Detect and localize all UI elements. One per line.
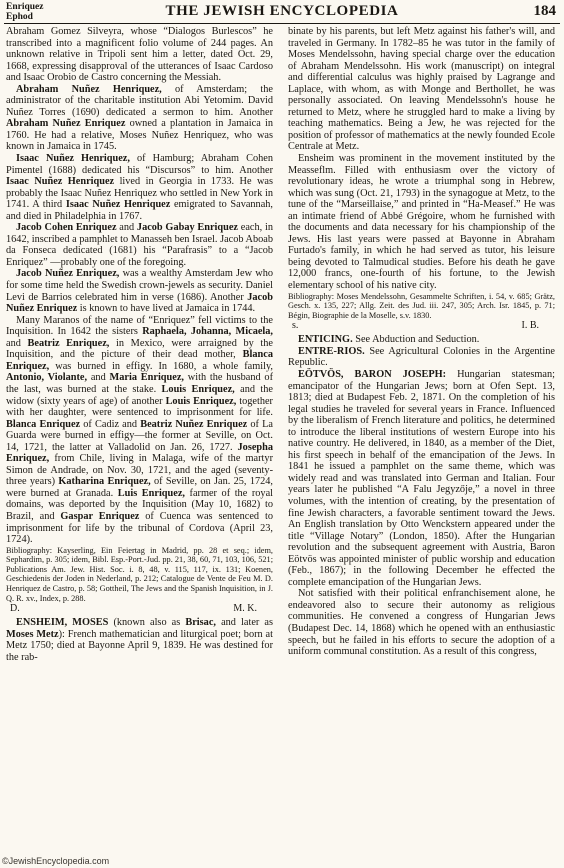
page-number: 184 (533, 3, 556, 19)
entry-text: and (6, 337, 28, 349)
entry-heading: Jacob Gabay Enriquez (136, 222, 239, 234)
entry-heading: Jacob Nuñez Enriquez, (16, 268, 120, 280)
guide-word-first: Enriquez (6, 2, 44, 12)
entry-heading: Isaac Nuñez Henriquez, (16, 153, 130, 165)
entry-heading: Beatriz Nuñez Enriquez (140, 418, 248, 430)
entry-text: of Cadiz and (80, 418, 141, 430)
entry-text: was a wealthy Amsterdam Jew who for some time held the Swedish crown-jewels as security. Daniel Levi de Barrios celebrated him in verse (1686). Another (6, 268, 273, 303)
entry-heading: EÖTVÖS, BARON JOSEPH: (298, 369, 447, 380)
signature-left: s. (292, 320, 299, 332)
entry-heading: Louis Enriquez, (165, 395, 237, 407)
entry-text: emigrated to Savannah, and died in Philadelphia in 1767. (6, 199, 273, 222)
running-header (0, 0, 564, 26)
entry-heading: Moses Metz (6, 628, 59, 640)
entry-heading: Abraham Nuñez Enriquez (6, 118, 126, 130)
entry-heading: Katharina Enriquez, (58, 476, 151, 488)
entry-text: of Cuenca was sentenced to imprisonment for life by the tribunal of Cordova (April 23, 1724). (6, 510, 273, 546)
cross-reference-link[interactable]: See Abduction and Seduction. (352, 334, 480, 346)
entry-text: each, in 1642, inscribed a pamphlet to Manasseh ben Israel. Jacob Aboab da Fonseca dedicated (1681) his “Parafrasis” to a “Jacob Enriquez” —probably one of the foregoing. (6, 222, 273, 268)
paragraph-eotvos-second: Not satisfied with their political enfranchisement alone, he endeavored also to secure their autonomy as religious communities. He convened a congress of Hungarian Jews (Budapest Dec. 14, 1868) which he opened with an enthusiastic speech, but he failed in his efforts to secure the adoption of a uniform communal constitution. As a result of this congress, (288, 588, 555, 658)
entry-text: and (87, 372, 110, 384)
paragraph-ensheim-continued: binate by his parents, but left Metz against his father's will, and traveled in Germany. In 1782–85 he was tutor in the family of Moses Mendelssohn, having special charge over the education of Abraham Mendelssohn. His work (manuscript) on integral and differential calculus was highly praised by Lagrange and Laplace, with whom, as with Monge and Berthollet, he was personally associated. On leaving Mendelssohn's house he returned to Metz, where he struggled hard to make a living by teaching mathematics. Being a Jew, he was rejected for the position of professor of mathematics at the newly founded Ecole Centrale at Metz. (288, 26, 555, 153)
guide-word-last: Ephod (6, 12, 33, 22)
entry-text: and later as (215, 617, 273, 629)
paragraph-intro: Abraham Gomez Silveyra, whose “Dialogos Burlescos” he transcribed into a magnificent folio volume of 244 pages. An unknown relative in Tripoli sent him a letter, dated Oct. 29, 1668, expressing disapproval of the utterances of Isaac Cardoso and Isaac Orobio de Castro concerning the Messiah. (6, 26, 273, 84)
page-title: THE JEWISH ENCYCLOPEDIA (165, 3, 399, 19)
entry-text: from Chile, living in Malaga, wife of the martyr Simon de Andrade, on Nov. 30, 1721, and the aged (seventy-three years) (6, 453, 273, 488)
entry-abraham-nunez (6, 84, 273, 153)
entry-heading: ENSHEIM, MOSES (16, 617, 109, 629)
entry-heading: Louis Enriquez, (161, 383, 235, 395)
entry-text: together with her daughter, were sentenced to imprisonment for life. (6, 395, 273, 419)
paragraph-maranos (6, 315, 273, 546)
entry-heading: Blanca Enriquez, (6, 349, 273, 372)
entry-heading: Jacob Nuñez Enriquez (6, 291, 273, 315)
entry-entre-rios (288, 346, 555, 369)
entry-heading: Jacob Cohen Enriquez (16, 222, 117, 234)
author-signature (288, 320, 555, 332)
entry-text: and (116, 222, 137, 234)
entry-isaac-nunez (6, 153, 273, 222)
entry-text: with the husband of the last, was burned at the stake. (6, 372, 273, 395)
entry-text: Hungarian statesman; emancipator of the Hungarian Jews; born at Ofen Sept. 13, 1813; died at Budapest Feb. 2, 1871. On the completion of his legal studies he traveled for several years in France. Influenced by the liberalism of French literature and politics, he determined to introduce the liberal institutions of western Europe into his native country. He delivered, in 1840, as a member of the Diet, his first speech in behalf of the emancipation of the Jews. In 1841 he issued a pamphlet on the same theme, which was widely read and was translated into German and Italian. Four years later he published “A Falu Jegyzője,” a novel in three volumes, with the intention of creating, by the presentation of fine Jewish characters, a favorable sentiment toward the Jews. An English translation by Otto Wenckstern appeared under the title “Village Notary” (London, 1850). After the Hungarian revolution and the subsequent agreement with Austria, Baron Eötvös was appointed minister of public worship and education (Feb., 1867); in the following December he effected the complete emancipation of the Hungarian Jews. (288, 369, 555, 588)
signature-right: M. K. (233, 603, 257, 615)
entry-text: is known to have lived at Jamaica in 1744. (77, 303, 256, 315)
entry-text: in Mexico, were arraigned by the Inquisition, and the picture of their dead mother, (6, 337, 273, 361)
entry-text: (known also as (108, 617, 186, 629)
entry-heading: Isaac Nuñez Henriquez (6, 176, 115, 188)
cross-reference-link[interactable]: See Agricultural Colonies in the Argentine Republic. (288, 345, 555, 369)
entry-text: of Hamburg; Abraham Cohen Pimentel (1688) dedicated his “Discursos” to him. Another (6, 153, 273, 176)
entry-heading: Brisac, (185, 617, 216, 629)
entry-text: of Seville, on Jan. 25, 1724, were burned at Granada. (6, 476, 273, 499)
entry-heading: Isaac Nuñez Henriquez (65, 199, 171, 211)
right-column (288, 26, 555, 868)
left-column (6, 26, 273, 864)
entry-heading: ENTRE-RIOS. (298, 345, 365, 357)
entry-heading: Abraham Nuñez Henriquez, (16, 83, 162, 95)
entry-heading: Raphaela, Johanna, Micaela, (142, 326, 273, 338)
entry-text: owned a plantation in Jamaica in 1760. He had a relative, Moses Nuñez Henriquez, who was known in Jamaica in 1745. (6, 118, 273, 153)
entry-text: of Amsterdam; the administrator of the charitable institution Abi Yetomim. David Nuñez Torres (1690) dedicated a sermon to him. Another (6, 83, 273, 118)
entry-text: ): French mathematician and liturgical poet; born at Metz 1750; died at Bayonne April 9, 1839. He was destined for the rab- (6, 628, 273, 663)
header-rule (4, 23, 560, 24)
entry-eotvos (288, 369, 555, 588)
entry-heading: Luis Enriquez, (117, 487, 185, 499)
entry-jacob-cohen (6, 222, 273, 268)
entry-text: and the widow (sixty years of age) of another (6, 383, 273, 407)
entry-text: was burned in effigy. In 1680, a whole family, (49, 360, 273, 372)
entry-text: Many Maranos of the name of “Enriquez” fell victims to the Inquisition. In 1642 the sisters (6, 314, 273, 338)
signature-right: I. B. (521, 320, 539, 332)
entry-ensheim (6, 617, 273, 663)
entry-heading: ENTICING. (298, 334, 353, 346)
entry-heading: Josepha Enriquez, (6, 441, 273, 465)
entry-text: lived in Georgia in 1733. He was probably the Isaac Nuñez Henriquez who settled in New York in 1741. A third (6, 176, 273, 211)
entry-heading: Gaspar Enriquez (60, 510, 140, 522)
entry-jacob-nunez (6, 268, 273, 314)
bibliography-ensheim: Bibliography: Moses Mendelssohn, Gesammelte Schriften, i. 54, v. 685; Grätz, Gesch. x. 135, 227; Allg. Zeit. des Jud. iii. 247, 305; Arch. Isr. 1845, p. 71; Bégin, Biographie de la Moselle, s.v. 1830. (288, 291, 555, 320)
entry-heading: Beatriz Enriquez, (27, 337, 110, 349)
watermark-link[interactable]: ©JewishEncyclopedia.com (2, 856, 110, 866)
entry-text: farmer of the royal domains, was deported by the Inquisition (May 10, 1682) to Brazil, and (6, 487, 273, 522)
entry-enticing (288, 334, 555, 346)
entry-heading: Blanca Enriquez (6, 418, 81, 430)
paragraph-ensheim-second: Ensheim was prominent in the movement instituted by the Measseflm. Filled with enthusiasm over the victory of revolutionary ideas, he wrote a triumphal song in Hebrew, which was sung (Oct. 21, 1793) in the synagogue at Metz, to the tune of the “Marseillaise,” and printed in “Ha-Measef.” He was an intimate friend of Abbé Grégoire, whom he furnished with the documents and data necessary for his championship of the Jews. His last years were passed at Bayonne in Abraham Furtado's family, in which he had served as tutor, his leisure being devoted to Talmudical studies. Before his death he gave 12,000 francs, one-fourth of his fortune, to the Jewish elementary school of his native city. (288, 153, 555, 292)
entry-text: of La Guarda were burned in effigy—the former at Seville, on Oct. 14, 1721, the latter at Valladolid on Jan. 26, 1727. (6, 418, 273, 453)
entry-heading: Antonio, Violante, (6, 372, 88, 384)
bibliography-enriquez: Bibliography: Kayserling, Ein Feiertag in Madrid, pp. 28 et seq.; idem, Sephardim, p. 305; idem, Bibl. Esp.-Port.-Jud. pp. 21, 38, 60, 71, 103, 106, 521; Publications Am. Jew. Hist. Soc. i. 8, 48, v. 115, 117, ix. 131; Koenen, Geschiedenis der Joden in Nederland, p. 212; Catalogue de Vente de Feu M. D. Henriquez de Castro, p. 58; Gottheil, The Jews and the Spanish Inquisition, in J. Q. R. xv., Index, p. 288. (6, 545, 273, 603)
signature-left: D. (10, 603, 20, 615)
entry-heading: Maria Enriquez, (109, 372, 184, 384)
author-signature (6, 603, 273, 615)
